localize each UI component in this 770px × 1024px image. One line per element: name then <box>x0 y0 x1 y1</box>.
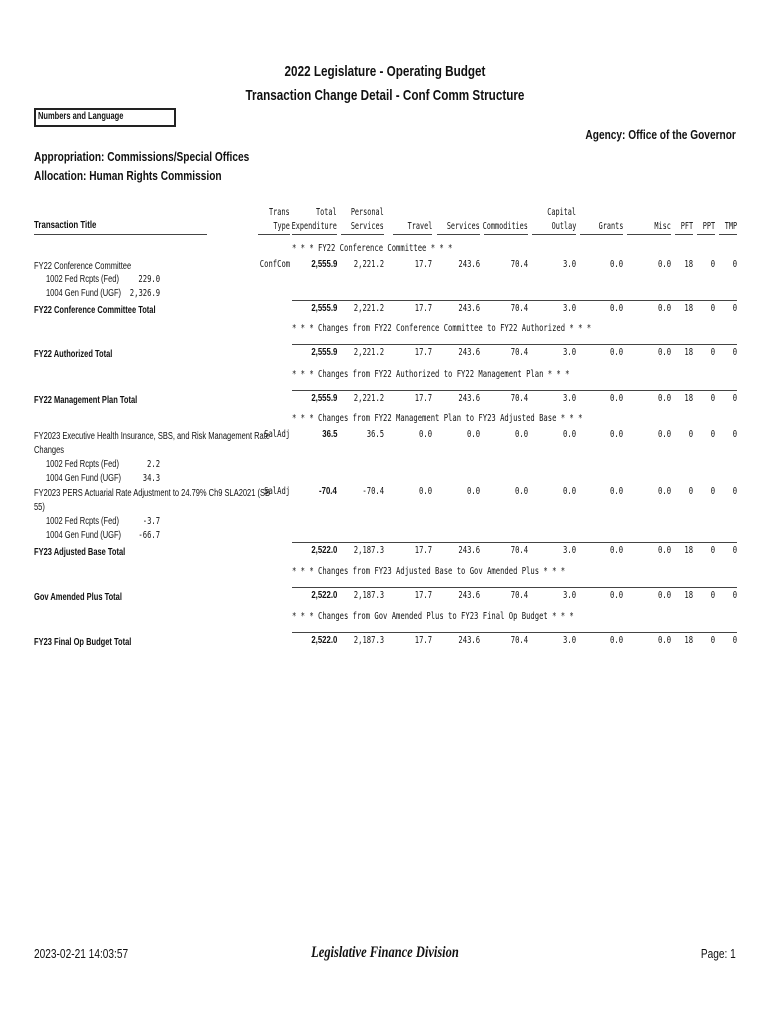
row-fy22-conf-total-commod: 70.4 <box>510 303 528 314</box>
row-health-ins-fund2-amount: 34.3 <box>142 473 160 484</box>
row-fy22-mgmt-plan-pft: 18 <box>684 393 693 404</box>
section-fy22-conf-comm: * * * FY22 Conference Committee * * * <box>292 243 453 254</box>
row-fy22-conf-total-capital: 3.0 <box>562 303 576 314</box>
row-fy22-authorized-ppt: 0 <box>710 347 715 358</box>
col-travel-header: Travel <box>407 221 432 232</box>
box-label: Numbers and Language <box>38 111 124 122</box>
row-fy23-adjusted-base-pft: 18 <box>684 545 693 556</box>
row-health-ins-fund1-amount: 2.2 <box>146 459 160 470</box>
row-fy22-authorized-ps: 2,221.2 <box>353 347 384 358</box>
row-pers-fund1-amount: -3.7 <box>142 516 160 527</box>
row-fy22-mgmt-plan-travel: 17.7 <box>414 393 432 404</box>
row-fy22-conf-comm-title: FY22 Conference Committee <box>34 261 132 272</box>
header-underline <box>292 234 337 235</box>
report-subtitle: Transaction Change Detail - Conf Comm Structure <box>245 87 525 104</box>
row-fy22-authorized-commod: 70.4 <box>510 347 528 358</box>
row-fy23-adjusted-base-capital: 3.0 <box>562 545 576 556</box>
footer-division: Legislative Finance Division <box>311 944 459 961</box>
row-fy22-mgmt-plan-misc: 0.0 <box>657 393 671 404</box>
row-health-ins-pft: 0 <box>688 429 693 440</box>
row-fy22-conf-total-misc: 0.0 <box>657 303 671 314</box>
row-fy22-conf-total-services: 243.6 <box>458 303 480 314</box>
row-pers-services: 0.0 <box>466 486 480 497</box>
total-rule <box>292 300 737 301</box>
row-health-ins-total: 36.5 <box>321 429 337 440</box>
row-gov-amended-plus-capital: 3.0 <box>562 590 576 601</box>
row-fy23-final-pft: 18 <box>684 635 693 646</box>
row-fy23-adjusted-base-total: 2,522.0 <box>310 545 337 556</box>
row-fy22-authorized-capital: 3.0 <box>562 347 576 358</box>
row-gov-amended-plus-commod: 70.4 <box>510 590 528 601</box>
row-pers-commod: 0.0 <box>514 486 528 497</box>
row-fy22-conf-total-title: FY22 Conference Committee Total <box>34 305 156 316</box>
row-fy22-conf-comm-type: ConfCom <box>259 259 290 270</box>
row-gov-amended-plus-title: Gov Amended Plus Total <box>34 592 122 603</box>
row-fy22-conf-comm-ps: 2,221.2 <box>353 259 384 270</box>
row-fy22-conf-comm-capital: 3.0 <box>562 259 576 270</box>
row-pers-fund2-amount: -66.7 <box>138 530 160 541</box>
row-fy23-adjusted-base-title: FY23 Adjusted Base Total <box>34 547 126 558</box>
row-fy23-final-misc: 0.0 <box>657 635 671 646</box>
row-fy22-conf-comm-grants: 0.0 <box>609 259 623 270</box>
appropriation-label: Appropriation: Commissions/Special Offices <box>34 149 250 164</box>
col-capital-header-2: Outlay <box>551 221 576 232</box>
row-gov-amended-plus-pft: 18 <box>684 590 693 601</box>
row-fy23-adjusted-base-services: 243.6 <box>458 545 480 556</box>
row-health-ins-fund2-label: 1004 Gen Fund (UGF) <box>46 473 122 484</box>
row-pers-grants: 0.0 <box>609 486 623 497</box>
row-pers-ppt: 0 <box>710 486 715 497</box>
row-fy22-conf-comm-tmp: 0 <box>732 259 737 270</box>
row-fy22-conf-comm-total: 2,555.9 <box>310 259 337 270</box>
row-fy23-adjusted-base-grants: 0.0 <box>609 545 623 556</box>
row-fy23-final-title: FY23 Final Op Budget Total <box>34 637 132 648</box>
row-fy22-conf-total-pft: 18 <box>684 303 693 314</box>
row-fy22-conf-comm-services: 243.6 <box>458 259 480 270</box>
header-underline <box>393 234 432 235</box>
row-health-ins-grants: 0.0 <box>609 429 623 440</box>
row-fy22-conf-comm-pft: 18 <box>684 259 693 270</box>
row-fy23-adjusted-base-commod: 70.4 <box>510 545 528 556</box>
row-fy23-adjusted-base-ps: 2,187.3 <box>353 545 384 556</box>
col-ps-header-2: Services <box>351 221 384 232</box>
row-pers-travel: 0.0 <box>418 486 432 497</box>
row-fy22-authorized-misc: 0.0 <box>657 347 671 358</box>
section-to-fy22-authorized: * * * Changes from FY22 Conference Committee to FY22 Authorized * * * <box>292 323 592 334</box>
row-pers-title: FY2023 PERS Actuarial Rate Adjustment to 24.79% Ch9 SLA2021 (SB <box>34 488 270 499</box>
header-underline <box>580 234 623 235</box>
row-health-ins-travel: 0.0 <box>418 429 432 440</box>
row-fy23-final-tmp: 0 <box>732 635 737 646</box>
total-rule <box>292 632 737 633</box>
total-rule <box>292 542 737 543</box>
report-title: 2022 Legislature - Operating Budget <box>284 63 486 80</box>
row-fy22-conf-total-total: 2,555.9 <box>310 303 337 314</box>
row-health-ins-ps: 36.5 <box>366 429 384 440</box>
total-rule <box>292 587 737 588</box>
row-health-ins-tmp: 0 <box>732 429 737 440</box>
row-health-ins-ppt: 0 <box>710 429 715 440</box>
row-fy23-adjusted-base-ppt: 0 <box>710 545 715 556</box>
col-pft-header: PFT <box>680 221 693 232</box>
row-fy23-adjusted-base-travel: 17.7 <box>414 545 432 556</box>
header-underline <box>627 234 671 235</box>
row-fy22-mgmt-plan-grants: 0.0 <box>609 393 623 404</box>
total-rule <box>292 390 737 391</box>
row-fy23-adjusted-base-tmp: 0 <box>732 545 737 556</box>
row-fy22-conf-comm-commod: 70.4 <box>510 259 528 270</box>
row-fy23-final-capital: 3.0 <box>562 635 576 646</box>
row-gov-amended-plus-ppt: 0 <box>710 590 715 601</box>
row-fy22-authorized-pft: 18 <box>684 347 693 358</box>
section-to-fy22-mgmt-plan: * * * Changes from FY22 Authorized to FY22 Management Plan * * * <box>292 369 570 380</box>
row-fy22-conf-total-ppt: 0 <box>710 303 715 314</box>
row-health-ins-title: FY2023 Executive Health Insurance, SBS, and Risk Management Rate <box>34 431 270 442</box>
row-health-ins-fund1-label: 1002 Fed Rcpts (Fed) <box>46 459 119 470</box>
row-fy22-conf-fund1-amount: 229.0 <box>138 274 160 285</box>
col-services-header: Services <box>447 221 480 232</box>
row-pers-capital: 0.0 <box>562 486 576 497</box>
col-total-header-1: Total <box>316 207 337 218</box>
row-health-ins-misc: 0.0 <box>657 429 671 440</box>
row-health-ins-commod: 0.0 <box>514 429 528 440</box>
row-fy22-mgmt-plan-title: FY22 Management Plan Total <box>34 395 138 406</box>
header-underline <box>341 234 384 235</box>
col-grants-header: Grants <box>598 221 623 232</box>
row-fy22-mgmt-plan-commod: 70.4 <box>510 393 528 404</box>
header-underline <box>675 234 693 235</box>
row-fy23-final-ppt: 0 <box>710 635 715 646</box>
col-misc-header: Misc <box>654 221 671 232</box>
row-fy22-conf-comm-travel: 17.7 <box>414 259 432 270</box>
row-fy22-conf-total-travel: 17.7 <box>414 303 432 314</box>
col-ppt-header: PPT <box>702 221 715 232</box>
numbers-language-box <box>34 108 176 127</box>
row-health-ins-services: 0.0 <box>466 429 480 440</box>
row-fy23-final-services: 243.6 <box>458 635 480 646</box>
header-underline <box>532 234 576 235</box>
row-fy22-authorized-title: FY22 Authorized Total <box>34 349 113 360</box>
row-fy22-conf-total-tmp: 0 <box>732 303 737 314</box>
row-gov-amended-plus-tmp: 0 <box>732 590 737 601</box>
header-underline <box>697 234 715 235</box>
col-capital-header-1: Capital <box>547 207 576 218</box>
row-gov-amended-plus-total: 2,522.0 <box>310 590 337 601</box>
row-fy22-conf-fund2-label: 1004 Gen Fund (UGF) <box>46 288 122 299</box>
row-gov-amended-plus-grants: 0.0 <box>609 590 623 601</box>
row-fy23-adjusted-base-misc: 0.0 <box>657 545 671 556</box>
row-fy23-final-grants: 0.0 <box>609 635 623 646</box>
row-fy22-mgmt-plan-capital: 3.0 <box>562 393 576 404</box>
row-fy22-mgmt-plan-tmp: 0 <box>732 393 737 404</box>
row-health-ins-title-2: Changes <box>34 445 65 456</box>
row-fy22-conf-comm-ppt: 0 <box>710 259 715 270</box>
footer-page: Page: 1 <box>701 946 736 961</box>
row-fy23-final-travel: 17.7 <box>414 635 432 646</box>
agency-label: Agency: Office of the Governor <box>585 127 736 142</box>
col-total-header-2: Expenditure <box>291 221 337 232</box>
row-fy23-final-ps: 2,187.3 <box>353 635 384 646</box>
allocation-label: Allocation: Human Rights Commission <box>34 168 222 183</box>
header-underline <box>719 234 737 235</box>
section-to-fy23-final: * * * Changes from Gov Amended Plus to FY23 Final Op Budget * * * <box>292 611 574 622</box>
section-to-gov-amended-plus: * * * Changes from FY23 Adjusted Base to Gov Amended Plus * * * <box>292 566 566 577</box>
row-fy22-authorized-grants: 0.0 <box>609 347 623 358</box>
row-fy22-mgmt-plan-ps: 2,221.2 <box>353 393 384 404</box>
row-pers-total: -70.4 <box>319 486 337 497</box>
row-gov-amended-plus-ps: 2,187.3 <box>353 590 384 601</box>
row-gov-amended-plus-misc: 0.0 <box>657 590 671 601</box>
col-type-header-1: Trans <box>269 207 290 218</box>
row-pers-tmp: 0 <box>732 486 737 497</box>
col-transaction-title: Transaction Title <box>34 219 97 231</box>
header-underline <box>484 234 528 235</box>
row-fy22-conf-comm-misc: 0.0 <box>657 259 671 270</box>
row-health-ins-type: SalAdj <box>263 429 290 440</box>
row-pers-misc: 0.0 <box>657 486 671 497</box>
header-underline <box>258 234 290 235</box>
row-pers-fund1-label: 1002 Fed Rcpts (Fed) <box>46 516 119 527</box>
row-fy22-conf-fund2-amount: 2,326.9 <box>129 288 160 299</box>
row-fy22-conf-total-grants: 0.0 <box>609 303 623 314</box>
row-health-ins-capital: 0.0 <box>562 429 576 440</box>
header-underline <box>34 234 207 235</box>
footer-timestamp: 2023-02-21 14:03:57 <box>34 946 129 961</box>
row-fy22-conf-total-ps: 2,221.2 <box>353 303 384 314</box>
row-fy23-final-commod: 70.4 <box>510 635 528 646</box>
row-pers-pft: 0 <box>688 486 693 497</box>
row-gov-amended-plus-travel: 17.7 <box>414 590 432 601</box>
col-commod-header: Commodities <box>482 221 528 232</box>
row-gov-amended-plus-services: 243.6 <box>458 590 480 601</box>
row-pers-title-2: 55) <box>34 502 45 513</box>
row-pers-type: SalAdj <box>263 486 290 497</box>
row-fy23-final-total: 2,522.0 <box>310 635 337 646</box>
section-to-fy23-adjusted-base: * * * Changes from FY22 Management Plan to FY23 Adjusted Base * * * <box>292 413 583 424</box>
col-tmp-header: TMP <box>724 221 737 232</box>
row-fy22-conf-fund1-label: 1002 Fed Rcpts (Fed) <box>46 274 119 285</box>
total-rule <box>292 344 737 345</box>
row-pers-fund2-label: 1004 Gen Fund (UGF) <box>46 530 122 541</box>
row-fy22-authorized-travel: 17.7 <box>414 347 432 358</box>
row-fy22-mgmt-plan-total: 2,555.9 <box>310 393 337 404</box>
row-pers-ps: -70.4 <box>362 486 384 497</box>
col-type-header-2: Type <box>273 221 290 232</box>
row-fy22-mgmt-plan-ppt: 0 <box>710 393 715 404</box>
row-fy22-authorized-tmp: 0 <box>732 347 737 358</box>
header-underline <box>437 234 480 235</box>
row-fy22-mgmt-plan-services: 243.6 <box>458 393 480 404</box>
row-fy22-authorized-total: 2,555.9 <box>310 347 337 358</box>
col-ps-header-1: Personal <box>351 207 384 218</box>
row-fy22-authorized-services: 243.6 <box>458 347 480 358</box>
